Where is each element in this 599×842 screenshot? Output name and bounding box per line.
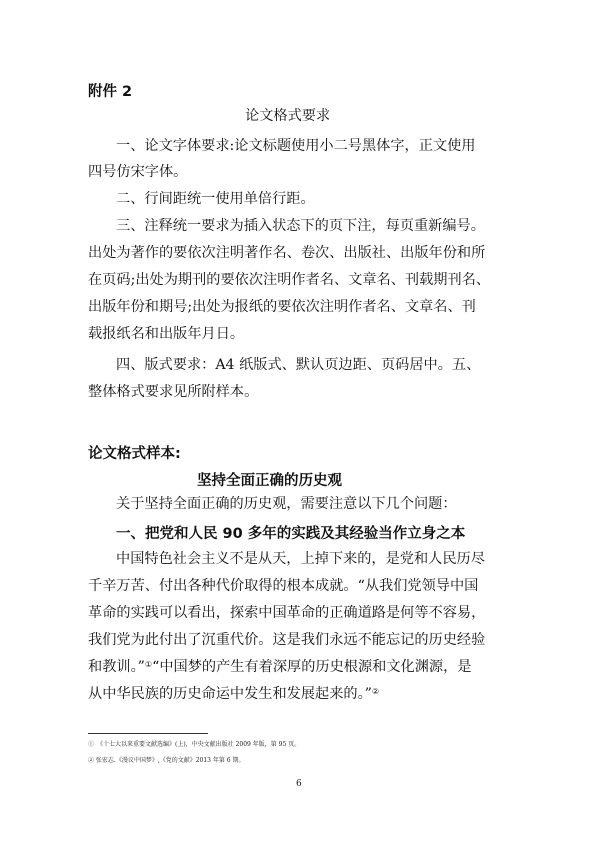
footnote-ref-1[interactable]: ① bbox=[144, 660, 153, 669]
footnote-ref-2[interactable]: ② bbox=[371, 687, 380, 696]
paragraph-line-1: 中国特色社会主义不是从天，上掉下来的，是党和人民历尽 bbox=[116, 551, 485, 567]
requirement-item-3-line-2: 出处为著作的要依次注明著作名、卷次、出版社、出版年份和所 bbox=[88, 245, 486, 261]
footnote-1: ① 《十七大以来重要文献选编》(上)，中央文献出版社 2009 年版，第 95 页。 bbox=[88, 741, 301, 748]
paragraph-line-6 bbox=[88, 686, 379, 702]
requirement-item-3-line-5: 载报纸名和出版年月日。 bbox=[88, 326, 245, 342]
paragraph-line-3: 革命的实践可以看出，探索中国革命的正确道路是何等不容易， bbox=[88, 605, 486, 621]
requirement-item-3-line-4: 出版年份和期号;出处为报纸的要依次注明作者名、文章名、刊 bbox=[88, 299, 476, 315]
requirement-item-4-line-2: 整体格式要求见所附样本。 bbox=[88, 384, 259, 400]
requirement-item-3: 三、注释统一要求为插入状态下的页下注，每页重新编号。 bbox=[116, 218, 485, 234]
paragraph-line-2: 千辛万苦、付出各种代价取得的根本成就。“从我们党领导中国 bbox=[88, 578, 479, 594]
paragraph-line-5-end: “中国梦的产生有着深厚的历史根源和文化渊源，是 bbox=[152, 659, 472, 675]
paragraph-line-5-start: 和教训。” bbox=[88, 659, 145, 675]
footnote-2: ② 张宏志.《漫议中国梦》,《党的文献》2013 年第 6 期。 bbox=[88, 757, 245, 764]
sample-heading: 论文格式样本: bbox=[88, 446, 181, 462]
requirement-item-1-text: 一、论文字体要求:论文标题使用小二号黑体字，正文使用 bbox=[116, 138, 476, 154]
requirement-item-2: 二、行间距统一使用单倍行距。 bbox=[116, 191, 315, 207]
requirement-item-1-cont: 四号仿宋字体。 bbox=[88, 164, 188, 180]
paragraph-line-5 bbox=[88, 659, 471, 675]
attachment-label: 附件 2 bbox=[88, 84, 133, 100]
paragraph-line-4: 我们党为此付出了沉重代价。这是我们永远不能忘记的历史经验 bbox=[88, 632, 486, 648]
section-heading-1: 一、把党和人民 90 多年的实践及其经验当作立身之本 bbox=[116, 526, 466, 542]
requirement-item-4: 四、版式要求：A4 纸版式、默认页边距、页码居中。五、 bbox=[116, 357, 481, 373]
requirements-title: 论文格式要求 bbox=[245, 108, 331, 124]
requirement-item-3-line-3: 在页码;出处为期刊的要依次注明作者名、文章名、刊载期刊名、 bbox=[88, 272, 491, 288]
requirement-item-1 bbox=[88, 138, 513, 154]
sample-title: 坚持全面正确的历史观 bbox=[197, 473, 342, 489]
page-number: 6 bbox=[296, 779, 302, 789]
footnote-divider bbox=[88, 733, 208, 734]
paragraph-line-6-text: 从中华民族的历史命运中发生和发展起来的。” bbox=[88, 686, 372, 702]
sample-intro: 关于坚持全面正确的历史观，需要注意以下几个问题： bbox=[116, 496, 457, 512]
